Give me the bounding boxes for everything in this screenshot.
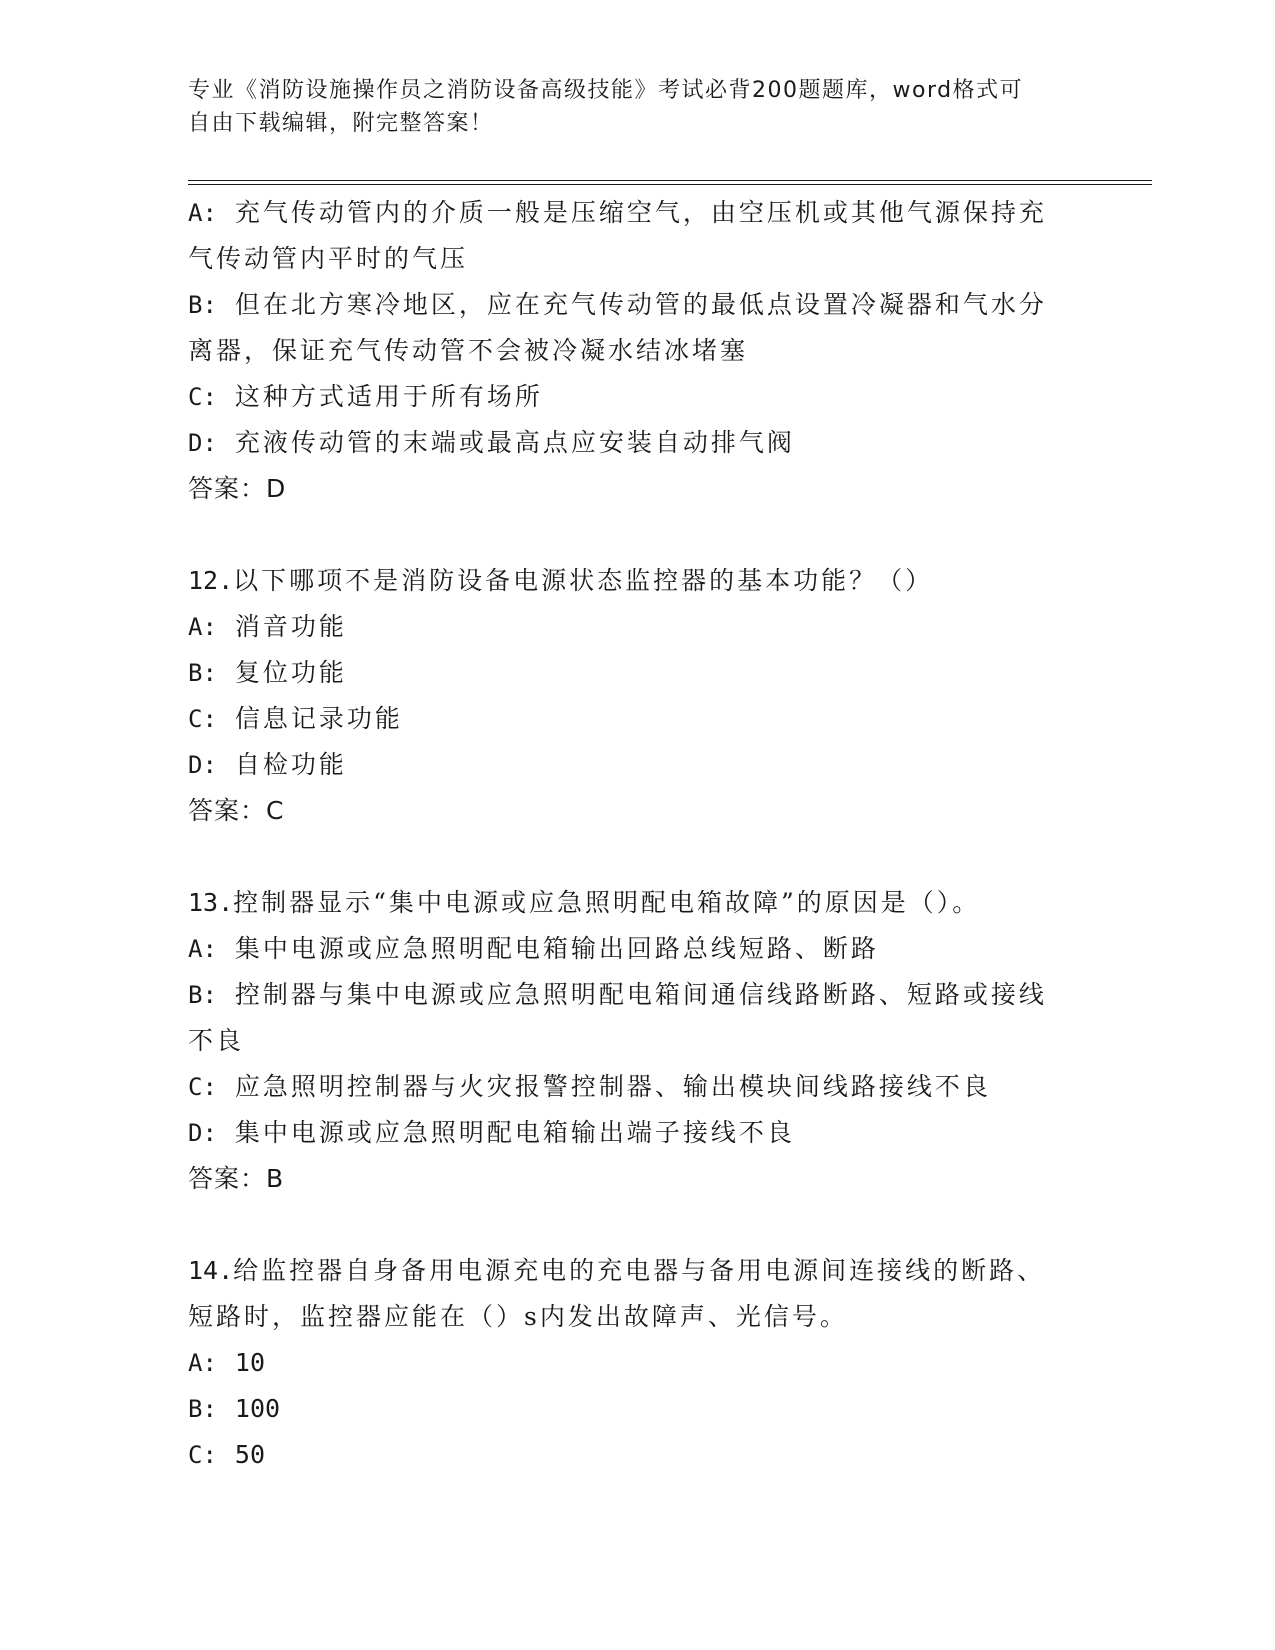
- option-text: 这种方式适用于所有场所: [234, 382, 543, 411]
- option-text: 充液传动管的末端或最高点应安装自动排气阀: [234, 428, 795, 457]
- spacer: [188, 1202, 1068, 1248]
- option-letter: A:: [188, 199, 217, 227]
- document-header: [188, 74, 1068, 140]
- option-a: [188, 190, 1068, 236]
- option-text: 控制器与集中电源或应急照明配电箱间通信线路断路、短路或接线: [234, 980, 1047, 1009]
- option-letter: D:: [188, 751, 217, 779]
- question-number: 13.: [188, 888, 234, 917]
- question-stem: [188, 558, 1068, 604]
- option-letter: B:: [188, 981, 217, 1009]
- option-text: 信息记录功能: [234, 704, 403, 733]
- spacer: [188, 834, 1068, 880]
- question-13: [188, 880, 1068, 1202]
- option-b: [188, 972, 1068, 1018]
- question-text: 以下哪项不是消防设备电源状态监控器的基本功能？（）: [233, 566, 934, 595]
- question-text: 给监控器自身备用电源充电的充电器与备用电源间连接线的断路、: [233, 1256, 1046, 1285]
- answer-line: 答案：B: [188, 1164, 285, 1193]
- answer-line: 答案：C: [188, 796, 285, 825]
- header-divider-bottom: [188, 184, 1152, 185]
- question-14: [188, 1248, 1068, 1478]
- question-number: 14.: [188, 1256, 234, 1285]
- option-text: 消音功能: [234, 612, 347, 641]
- option-c: [188, 696, 1068, 742]
- option-b: [188, 1386, 1068, 1432]
- option-letter: A:: [188, 1349, 217, 1377]
- option-a: [188, 1340, 1068, 1386]
- option-letter: C:: [188, 1073, 217, 1101]
- option-a: [188, 926, 1068, 972]
- option-text: 集中电源或应急照明配电箱输出回路总线短路、断路: [234, 934, 879, 963]
- option-c: [188, 374, 1068, 420]
- answer-line: 答案：D: [188, 474, 287, 503]
- option-b: [188, 650, 1068, 696]
- option-b: [188, 282, 1068, 328]
- question-11: [188, 190, 1068, 512]
- spacer: [188, 512, 1068, 558]
- option-b-continued: 不良: [188, 1026, 245, 1055]
- option-letter: A:: [188, 613, 217, 641]
- question-12: [188, 558, 1068, 834]
- option-b-continued: 离器，保证充气传动管不会被冷凝水结冰堵塞: [188, 336, 749, 365]
- option-a-continued: 气传动管内平时的气压: [188, 244, 469, 273]
- question-text: 控制器显示“集中电源或应急照明配电箱故障”的原因是（）。: [233, 888, 981, 917]
- option-letter: C:: [188, 1441, 217, 1469]
- option-text: 复位功能: [234, 658, 347, 687]
- option-a: [188, 604, 1068, 650]
- option-c: [188, 1064, 1068, 1110]
- option-text: 但在北方寒冷地区，应在充气传动管的最低点设置冷凝器和气水分: [234, 290, 1047, 319]
- question-list: [188, 190, 1068, 1478]
- option-letter: C:: [188, 383, 217, 411]
- option-d: [188, 1110, 1068, 1156]
- question-stem-continued: 短路时，监控器应能在（）s内发出故障声、光信号。: [188, 1302, 848, 1331]
- option-letter: A:: [188, 935, 217, 963]
- option-letter: B:: [188, 659, 217, 687]
- option-d: [188, 420, 1068, 466]
- question-stem: [188, 880, 1068, 926]
- question-stem: [188, 1248, 1068, 1294]
- option-letter: D:: [188, 429, 217, 457]
- option-text: 应急照明控制器与火灾报警控制器、输出模块间线路接线不良: [234, 1072, 991, 1101]
- header-divider-top: [188, 180, 1152, 181]
- header-line-1: 专业《消防设施操作员之消防设备高级技能》考试必背200题题库，word格式可: [188, 78, 1024, 103]
- option-letter: B:: [188, 1395, 217, 1423]
- option-text: 集中电源或应急照明配电箱输出端子接线不良: [234, 1118, 795, 1147]
- question-number: 12.: [188, 566, 234, 595]
- option-text: 10: [234, 1348, 266, 1377]
- option-d: [188, 742, 1068, 788]
- option-letter: C:: [188, 705, 217, 733]
- option-text: 自检功能: [234, 750, 347, 779]
- header-line-2: 自由下载编辑，附完整答案！: [188, 111, 494, 136]
- option-letter: D:: [188, 1119, 217, 1147]
- option-letter: B:: [188, 291, 217, 319]
- option-text: 充气传动管内的介质一般是压缩空气，由空压机或其他气源保持充: [234, 198, 1047, 227]
- option-text: 100: [234, 1394, 281, 1423]
- option-c: [188, 1432, 1068, 1478]
- option-text: 50: [234, 1440, 266, 1469]
